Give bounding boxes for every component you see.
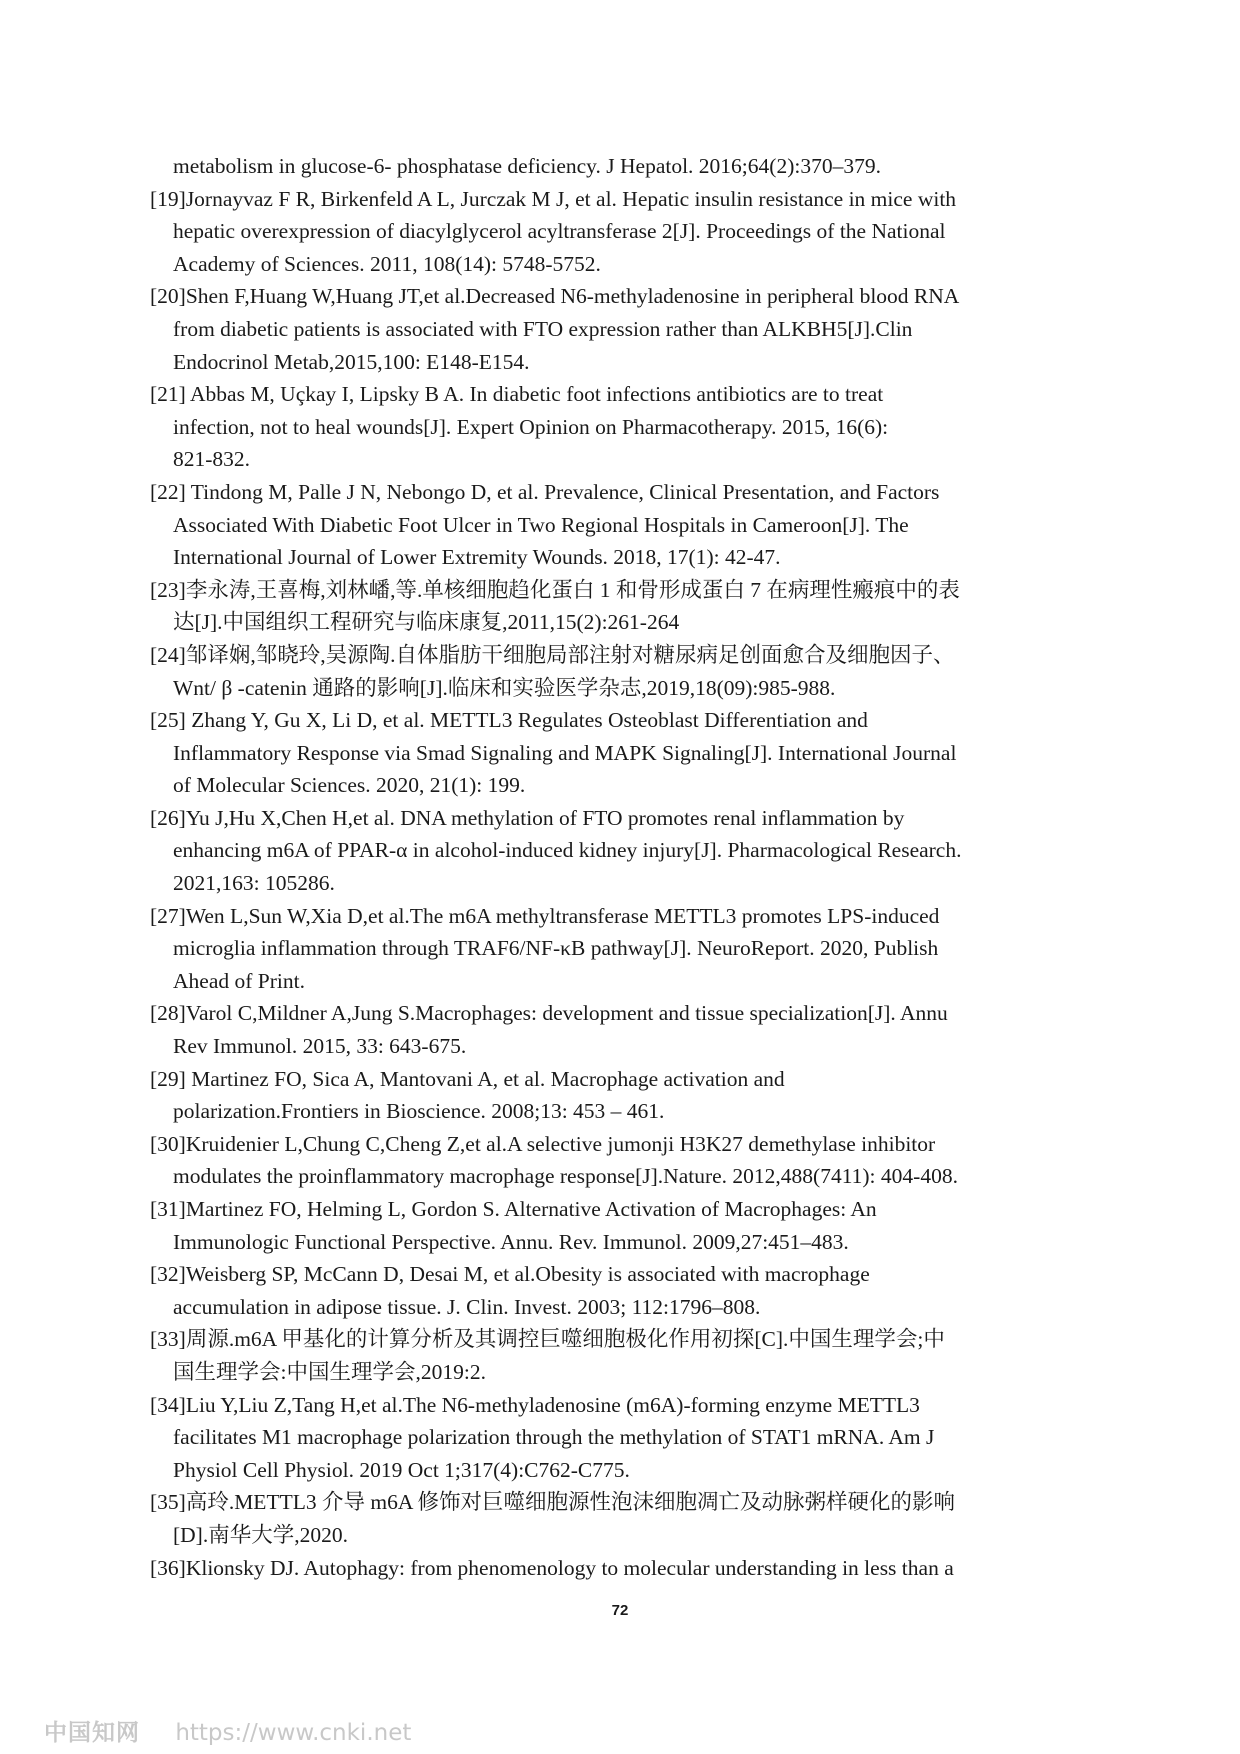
page-number: 72 — [611, 1602, 629, 1619]
reference-line: [19]Jornayvaz F R, Birkenfeld A L, Jurczak M J, et al. Hepatic insulin resistance in mice with — [150, 186, 957, 211]
reference-line: [29] Martinez FO, Sica A, Mantovani A, et al. Macrophage activation and — [150, 1066, 785, 1091]
reference-entry — [150, 1323, 1100, 1388]
reference-line: Immunologic Functional Perspective. Annu. Rev. Immunol. 2009,27:451–483. — [173, 1229, 849, 1254]
reference-entry — [150, 378, 1100, 476]
reference-line: polarization.Frontiers in Bioscience. 2008;13: 453 – 461. — [173, 1099, 665, 1124]
reference-entry — [150, 900, 1100, 998]
reference-line: Physiol Cell Physiol. 2019 Oct 1;317(4):C762-C775. — [173, 1457, 630, 1482]
reference-line: [27]Wen L,Sun W,Xia D,et al.The m6A methyltransferase METTL3 promotes LPS-induced — [150, 903, 940, 928]
reference-line: 2021,163: 105286. — [173, 871, 335, 896]
reference-entry — [150, 1063, 1100, 1128]
reference-line: Rev Immunol. 2015, 33: 643-675. — [173, 1034, 467, 1059]
reference-line: [23]李永涛,王喜梅,刘林嶓,等.单核细胞趋化蛋白 1 和骨形成蛋白 7 在病理性瘢痕中的表 — [150, 577, 960, 602]
reference-line: [31]Martinez FO, Helming L, Gordon S. Alternative Activation of Macrophages: An — [150, 1197, 877, 1221]
reference-line: [22] Tindong M, Palle J N, Nebongo D, et al. Prevalence, Clinical Presentation, and Factors — [150, 479, 940, 504]
reference-line: 达[J].中国组织工程研究与临床康复,2011,15(2):261-264 — [173, 610, 680, 635]
reference-line: [30]Kruidenier L,Chung C,Cheng Z,et al.A selective jumonji H3K27 demethylase inhibitor — [150, 1131, 936, 1156]
reference-entry — [150, 1552, 1100, 1585]
reference-line: 国生理学会:中国生理学会,2019:2. — [173, 1359, 486, 1384]
reference-line: Inflammatory Response via Smad Signaling and MAPK Signaling[J]. International Journal — [173, 740, 957, 765]
reference-line: [35]高玲.METTL3 介导 m6A 修饰对巨噬细胞源性泡沫细胞凋亡及动脉粥样硬化的影响 — [150, 1490, 956, 1515]
reference-entry — [150, 704, 1100, 802]
reference-line: Endocrinol Metab,2015,100: E148-E154. — [173, 349, 530, 374]
reference-line: [28]Varol C,Mildner A,Jung S.Macrophages: development and tissue specialization[J]. Annu — [150, 1001, 948, 1026]
reference-line: [21] Abbas M, Uçkay I, Lipsky B A. In diabetic foot infections antibiotics are to treat — [150, 382, 884, 407]
reference-line: [33]周源.m6A 甲基化的计算分析及其调控巨噬细胞极化作用初探[C].中国生理学会;中 — [150, 1327, 945, 1352]
reference-entry — [150, 1128, 1100, 1193]
reference-line: [20]Shen F,Huang W,Huang JT,et al.Decreased N6-methyladenosine in peripheral blood RNA — [150, 284, 960, 309]
reference-list — [150, 150, 1100, 1584]
reference-entry — [150, 476, 1100, 574]
reference-line: Academy of Sciences. 2011, 108(14): 5748-5752. — [173, 251, 601, 276]
reference-line: [25] Zhang Y, Gu X, Li D, et al. METTL3 Regulates Osteoblast Differentiation and — [150, 708, 868, 733]
reference-line: Associated With Diabetic Foot Ulcer in Two Regional Hospitals in Cameroon[J]. The — [173, 512, 909, 537]
reference-line: hepatic overexpression of diacylglycerol acyltransferase 2[J]. Proceedings of the National — [173, 219, 946, 244]
reference-line: facilitates M1 macrophage polarization through the methylation of STAT1 mRNA. Am J — [173, 1425, 935, 1450]
reference-entry — [150, 183, 1100, 281]
reference-entry — [150, 150, 1100, 183]
cnki-watermark — [44, 1714, 411, 1747]
reference-line: accumulation in adipose tissue. J. Clin. Invest. 2003; 112:1796–808. — [173, 1294, 761, 1319]
watermark-brand: 中国知网 — [44, 1720, 140, 1746]
reference-line: [36]Klionsky DJ. Autophagy: from phenomenology to molecular understanding in less than a — [150, 1555, 954, 1580]
reference-line: infection, not to heal wounds[J]. Expert Opinion on Pharmacotherapy. 2015, 16(6): — [173, 414, 889, 439]
reference-entry — [150, 639, 1100, 704]
reference-line: metabolism in glucose-6- phosphatase deficiency. J Hepatol. 2016;64(2):370–379. — [173, 154, 881, 178]
reference-line: [34]Liu Y,Liu Z,Tang H,et al.The N6-methyladenosine (m6A)-forming enzyme METTL3 — [150, 1392, 920, 1417]
reference-entry — [150, 1258, 1100, 1323]
reference-entry — [150, 1389, 1100, 1487]
reference-line: Ahead of Print. — [173, 968, 305, 993]
reference-line: [24]邹译娴,邹晓玲,吴源陶.自体脂肪干细胞局部注射对糖尿病足创面愈合及细胞因子、 — [150, 642, 955, 667]
reference-line: [D].南华大学,2020. — [173, 1522, 348, 1547]
reference-line: modulates the proinflammatory macrophage response[J].Nature. 2012,488(7411): 404-408. — [173, 1164, 958, 1189]
reference-line: 821-832. — [173, 447, 251, 472]
reference-line: International Journal of Lower Extremity Wounds. 2018, 17(1): 42-47. — [173, 545, 781, 570]
reference-line: Wnt/ β -catenin 通路的影响[J].临床和实验医学杂志,2019,18(09):985-988. — [173, 675, 836, 700]
reference-entry — [150, 802, 1100, 900]
reference-line: [32]Weisberg SP, McCann D, Desai M, et al.Obesity is associated with macrophage — [150, 1262, 870, 1287]
reference-line: from diabetic patients is associated with FTO expression rather than ALKBH5[J].Clin — [173, 316, 913, 341]
watermark-url: https://www.cnki.net — [175, 1720, 412, 1746]
reference-entry — [150, 1486, 1100, 1551]
reference-entry — [150, 1193, 1100, 1258]
reference-line: [26]Yu J,Hu X,Chen H,et al. DNA methylation of FTO promotes renal inflammation by — [150, 805, 905, 830]
reference-entry — [150, 280, 1100, 378]
reference-entry — [150, 997, 1100, 1062]
reference-line: microglia inflammation through TRAF6/NF-κB pathway[J]. NeuroReport. 2020, Publish — [173, 936, 939, 961]
reference-entry — [150, 574, 1100, 639]
reference-line: enhancing m6A of PPAR-α in alcohol-induced kidney injury[J]. Pharmacological Research. — [173, 838, 962, 863]
reference-line: of Molecular Sciences. 2020, 21(1): 199. — [173, 773, 526, 798]
